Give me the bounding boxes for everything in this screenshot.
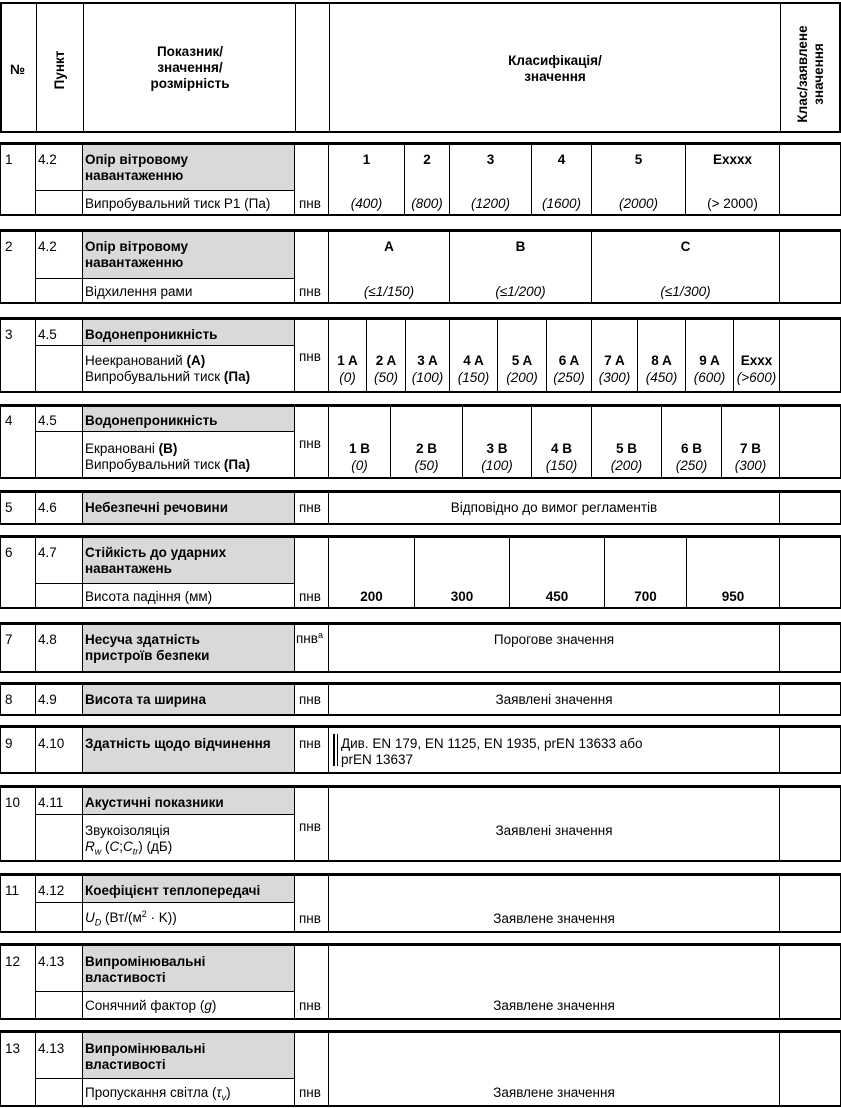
row-number: 13 xyxy=(5,1041,21,1056)
row-title: Опір вітровому навантаженню xyxy=(85,152,189,183)
row-number: 11 xyxy=(5,883,20,898)
row-clause: 4.12 xyxy=(38,883,65,898)
class-label: 1 B xyxy=(348,441,370,456)
class-label: 2 A xyxy=(375,353,397,368)
row-value: Заявлене значення xyxy=(493,1085,615,1100)
pnv-label: пнв xyxy=(299,819,321,834)
class-value: (1200) xyxy=(470,196,511,211)
table-row-4 xyxy=(0,404,841,479)
table-row-8 xyxy=(0,682,841,716)
class-value: (400) xyxy=(350,196,383,211)
class-label: 3 B xyxy=(486,441,508,456)
row-value: Заявлені значення xyxy=(495,692,613,707)
class-label: 4 B xyxy=(550,441,572,456)
pnv-label: пнв xyxy=(299,589,321,604)
class-value: 700 xyxy=(634,589,657,604)
row-subtitle: Висота падіння (мм) xyxy=(85,589,213,604)
row-title: Несуча здатність пристроїв безпеки xyxy=(85,632,210,663)
class-value: (≤1/150) xyxy=(363,284,415,299)
class-value: (300) xyxy=(734,458,767,473)
table-row-1 xyxy=(0,142,841,216)
row-clause: 4.10 xyxy=(38,736,65,751)
class-label: 8 A xyxy=(651,353,672,368)
row-title: Водонепроникність xyxy=(85,413,218,428)
class-value: 950 xyxy=(721,589,745,604)
row-number: 6 xyxy=(5,545,13,560)
class-label: 7 B xyxy=(739,441,761,456)
row-value: Порогове значення xyxy=(493,632,615,647)
class-label: 6 A xyxy=(558,353,580,368)
class-value: (0) xyxy=(351,458,368,473)
row-clause: 4.13 xyxy=(38,1041,65,1056)
row-number: 10 xyxy=(5,795,21,810)
pnv-label: пнв xyxy=(299,500,321,515)
class-value: (50) xyxy=(373,370,398,385)
row-value: Див. EN 179, EN 1125, EN 1935, prEN 13633 або prEN 13637 xyxy=(341,736,643,767)
row-number: 1 xyxy=(5,152,13,167)
class-label: 5 xyxy=(634,152,643,167)
row-clause: 4.5 xyxy=(38,413,57,428)
class-value: (> 2000) xyxy=(707,196,758,211)
row-value: Відповідно до вимог регламентів xyxy=(450,500,658,515)
class-value: (200) xyxy=(610,458,643,473)
table-row-7 xyxy=(0,622,841,673)
row-title: Водонепроникність xyxy=(85,327,218,342)
class-value: (0) xyxy=(339,370,356,385)
pnv-label: пнв xyxy=(299,196,321,211)
row-value: Заявлене значення xyxy=(493,911,615,926)
class-value: (≤1/200) xyxy=(495,284,546,299)
row-value: Заявлене значення xyxy=(493,998,615,1013)
class-value: (200) xyxy=(506,370,538,385)
class-label: 2 xyxy=(423,152,431,167)
row-subtitle: Пропускання світла $(\tau_v)$ xyxy=(85,1085,231,1103)
table-row-9 xyxy=(0,725,841,774)
class-label: 1 A xyxy=(337,353,358,368)
class-label: 6 B xyxy=(680,441,702,456)
class-label: 1 xyxy=(362,152,371,167)
class-value: (≤1/300) xyxy=(660,284,711,299)
pnv-label: пнв xyxy=(299,349,321,364)
row-title: Небезпечні речовини xyxy=(85,500,229,515)
class-label: C xyxy=(680,239,691,254)
row-subtitle: Випробувальний тиск P1 (Па) xyxy=(85,196,271,211)
table-header xyxy=(0,2,841,133)
table-row-10 xyxy=(0,785,841,862)
row-title: Коефіцієнт теплопередачі xyxy=(85,883,261,898)
class-label: 4 xyxy=(557,152,566,167)
table-row-6 xyxy=(0,535,841,609)
row-number: 8 xyxy=(5,692,13,707)
row-title: Висота та ширина xyxy=(85,692,206,707)
class-label: 4 A xyxy=(463,353,484,368)
row-clause: 4.2 xyxy=(38,152,57,167)
class-label: B xyxy=(515,239,526,254)
row-subtitle: Екрановані (B) Випробувальний тиск (Па) xyxy=(85,441,251,472)
table-row-13 xyxy=(0,1030,841,1107)
class-value: (2000) xyxy=(618,196,659,211)
table-row-2 xyxy=(0,229,841,304)
row-clause: 4.11 xyxy=(38,795,64,810)
row-clause: 4.6 xyxy=(38,500,57,515)
class-value: (100) xyxy=(481,458,513,473)
pnv-label: пнв xyxy=(299,436,321,451)
row-number: 7 xyxy=(5,632,13,647)
class-value: (600) xyxy=(693,370,726,385)
row-title: Випромінювальні властивості xyxy=(85,954,206,985)
table-row-3 xyxy=(0,317,841,393)
class-label: Exxx xyxy=(740,353,773,368)
row-number: 4 xyxy=(5,413,13,428)
header-indicator: Показник/ значення/ розмірність xyxy=(150,44,230,91)
class-value: (300) xyxy=(598,370,631,385)
row-title: Здатність щодо відчинення xyxy=(85,736,271,751)
row-clause: 4.13 xyxy=(38,954,65,969)
pnv-label: пнв$^a$ xyxy=(296,630,323,646)
row-value: Заявлені значення xyxy=(495,823,613,838)
row-clause: 4.2 xyxy=(38,239,57,254)
row-subtitle: Звукоізоляція $R_w$ $(C;C_{tr})$ (дБ) xyxy=(85,823,173,857)
class-label: 2 B xyxy=(415,441,437,456)
header-number: № xyxy=(10,62,26,77)
class-value: 300 xyxy=(450,589,474,604)
class-value: (>600) xyxy=(736,370,777,385)
row-title: Стійкість до ударних навантажень xyxy=(85,545,227,576)
class-label: 5 B xyxy=(615,441,637,456)
row-subtitle: Відхилення рами xyxy=(85,284,193,299)
class-value: (100) xyxy=(411,370,444,385)
table-row-5 xyxy=(0,490,841,525)
class-value: (250) xyxy=(675,458,708,473)
row-clause: 4.7 xyxy=(38,545,57,560)
class-value: (450) xyxy=(645,370,678,385)
row-number: 12 xyxy=(5,954,21,969)
row-subtitle: $U_D$ $(Вт/(м^2 \cdot K))$ xyxy=(85,909,177,928)
class-label: 7 A xyxy=(604,353,625,368)
row-subtitle: Сонячний фактор (g) xyxy=(85,998,217,1013)
header-declared-value: Клас/заявлене значення xyxy=(795,25,826,123)
row-number: 3 xyxy=(5,327,13,342)
row-title: Опір вітровому навантаженню xyxy=(85,239,189,270)
row-number: 9 xyxy=(5,736,13,751)
class-value: (1600) xyxy=(541,196,582,211)
row-title: Випромінювальні властивості xyxy=(85,1041,206,1072)
class-label: A xyxy=(384,239,394,254)
class-value: (250) xyxy=(553,370,585,385)
pnv-label: пнв xyxy=(299,1085,321,1100)
pnv-label: пнв xyxy=(299,284,321,299)
pnv-label: пнв xyxy=(299,692,321,707)
class-label: Exxxx xyxy=(712,152,753,167)
class-label: 9 A xyxy=(699,353,720,368)
row-number: 5 xyxy=(5,500,13,515)
pnv-label: пнв xyxy=(299,998,321,1013)
row-clause: 4.5 xyxy=(38,327,57,342)
pnv-label: пнв xyxy=(299,736,321,751)
class-label: 5 A xyxy=(511,353,533,368)
class-value: 450 xyxy=(545,589,569,604)
row-number: 2 xyxy=(5,239,13,254)
row-title: Акустичні показники xyxy=(85,795,224,810)
class-value: 200 xyxy=(360,589,383,604)
class-value: (150) xyxy=(457,370,490,385)
row-clause: 4.9 xyxy=(38,692,57,707)
header-classification: Класифікація/ значення xyxy=(508,53,602,84)
class-label: 3 xyxy=(486,152,495,167)
table-row-11 xyxy=(0,873,841,933)
table-row-12 xyxy=(0,943,841,1020)
class-value: (150) xyxy=(545,458,578,473)
class-value: (50) xyxy=(414,458,439,473)
class-label: 3 A xyxy=(417,353,438,368)
pnv-label: пнв xyxy=(299,911,321,926)
row-clause: 4.8 xyxy=(38,632,57,647)
class-value: (800) xyxy=(411,196,443,211)
row-subtitle: Неекранований (A) Випробувальний тиск (Па) xyxy=(85,353,251,384)
header-clause: Пункт xyxy=(52,50,67,90)
